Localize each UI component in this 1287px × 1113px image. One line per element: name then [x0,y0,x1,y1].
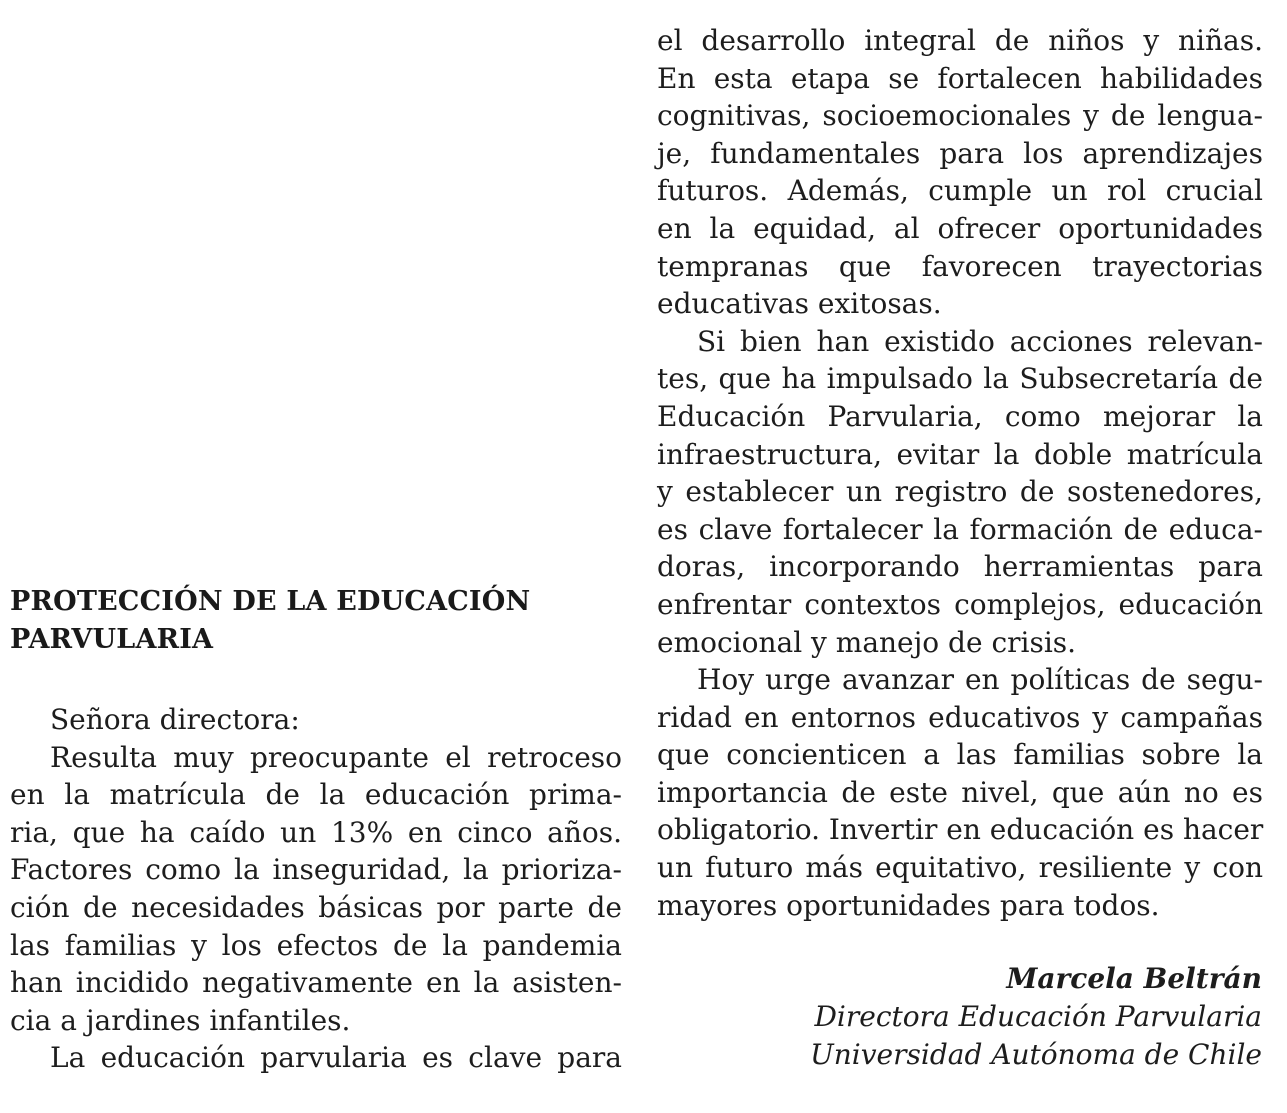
body-line: La educación parvularia es clave para [50,1041,622,1075]
body-line: doras, incorporando herramientas para [657,550,1263,584]
body-line: en la matrícula de la educación prima- [10,778,622,812]
body-line: mayores oportunidades para todos. [657,888,1160,922]
author-role: Directora Educación Parvularia [814,1000,1262,1033]
salutation: Señora directora: [50,703,300,736]
body-line: Si bien han existido acciones relevan- [697,324,1263,358]
body-line: Resulta muy preocupante el retroceso [50,740,622,774]
author-institution: Universidad Autónoma de Chile [810,1038,1262,1071]
body-line: las familias y los efectos de la pandemia [10,928,622,962]
body-line: enfrentar contextos complejos, educación [657,587,1263,621]
body-line: educativas exitosas. [657,287,942,321]
body-line: es clave fortalecer la formación de educa- [657,512,1263,546]
body-line: en la equidad, al ofrecer oportunidades [657,211,1263,245]
body-line: Hoy urge avanzar en políticas de segu- [697,663,1263,697]
right-column-body [657,22,1263,924]
body-line: futuros. Además, cumple un rol crucial [657,174,1263,208]
headline-line: PROTECCIÓN DE LA EDUCACIÓN [10,586,531,617]
author-name: Marcela Beltrán [1006,962,1262,995]
body-line: cia a jardines infantiles. [10,1003,351,1037]
body-line: Educación Parvularia, como mejorar la [657,399,1263,433]
body-line: emocional y manejo de crisis. [657,625,1077,659]
body-line: que concienticen a las familias sobre la [657,738,1263,772]
body-line: En esta etapa se fortalecen habilidades [657,61,1263,95]
headline-line: PARVULARIA [10,624,214,655]
body-line: el desarrollo integral de niños y niñas. [657,24,1263,57]
body-line: cognitivas, socioemocionales y de lengua- [657,99,1263,133]
body-line: je, fundamentales para los aprendizajes [657,136,1263,170]
body-line: han incidido negativamente en la asisten- [10,966,622,1000]
body-line: ridad en entornos educativos y campañas [657,700,1263,734]
body-line: Factores como la inseguridad, la prioriza- [10,853,622,887]
letter-headline [10,583,630,659]
body-line: y establecer un registro de sostenedores, [657,475,1263,509]
body-line: ria, que ha caído un 13% en cinco años. [10,815,622,849]
body-line: un futuro más equitativo, resiliente y con [657,851,1263,885]
body-line: tes, que ha impulsado la Subsecretaría de [657,362,1263,396]
body-line: importancia de este nivel, que aún no es [657,775,1263,809]
signature-block [742,960,1262,1074]
body-line: obligatorio. Invertir en educación es hacer [657,813,1264,847]
body-line: infraestructura, evitar la doble matrícula [657,437,1263,471]
left-column-body [10,701,622,1077]
body-line: tempranas que favorecen trayectorias [657,249,1263,283]
body-line: ción de necesidades básicas por parte de [10,890,622,924]
